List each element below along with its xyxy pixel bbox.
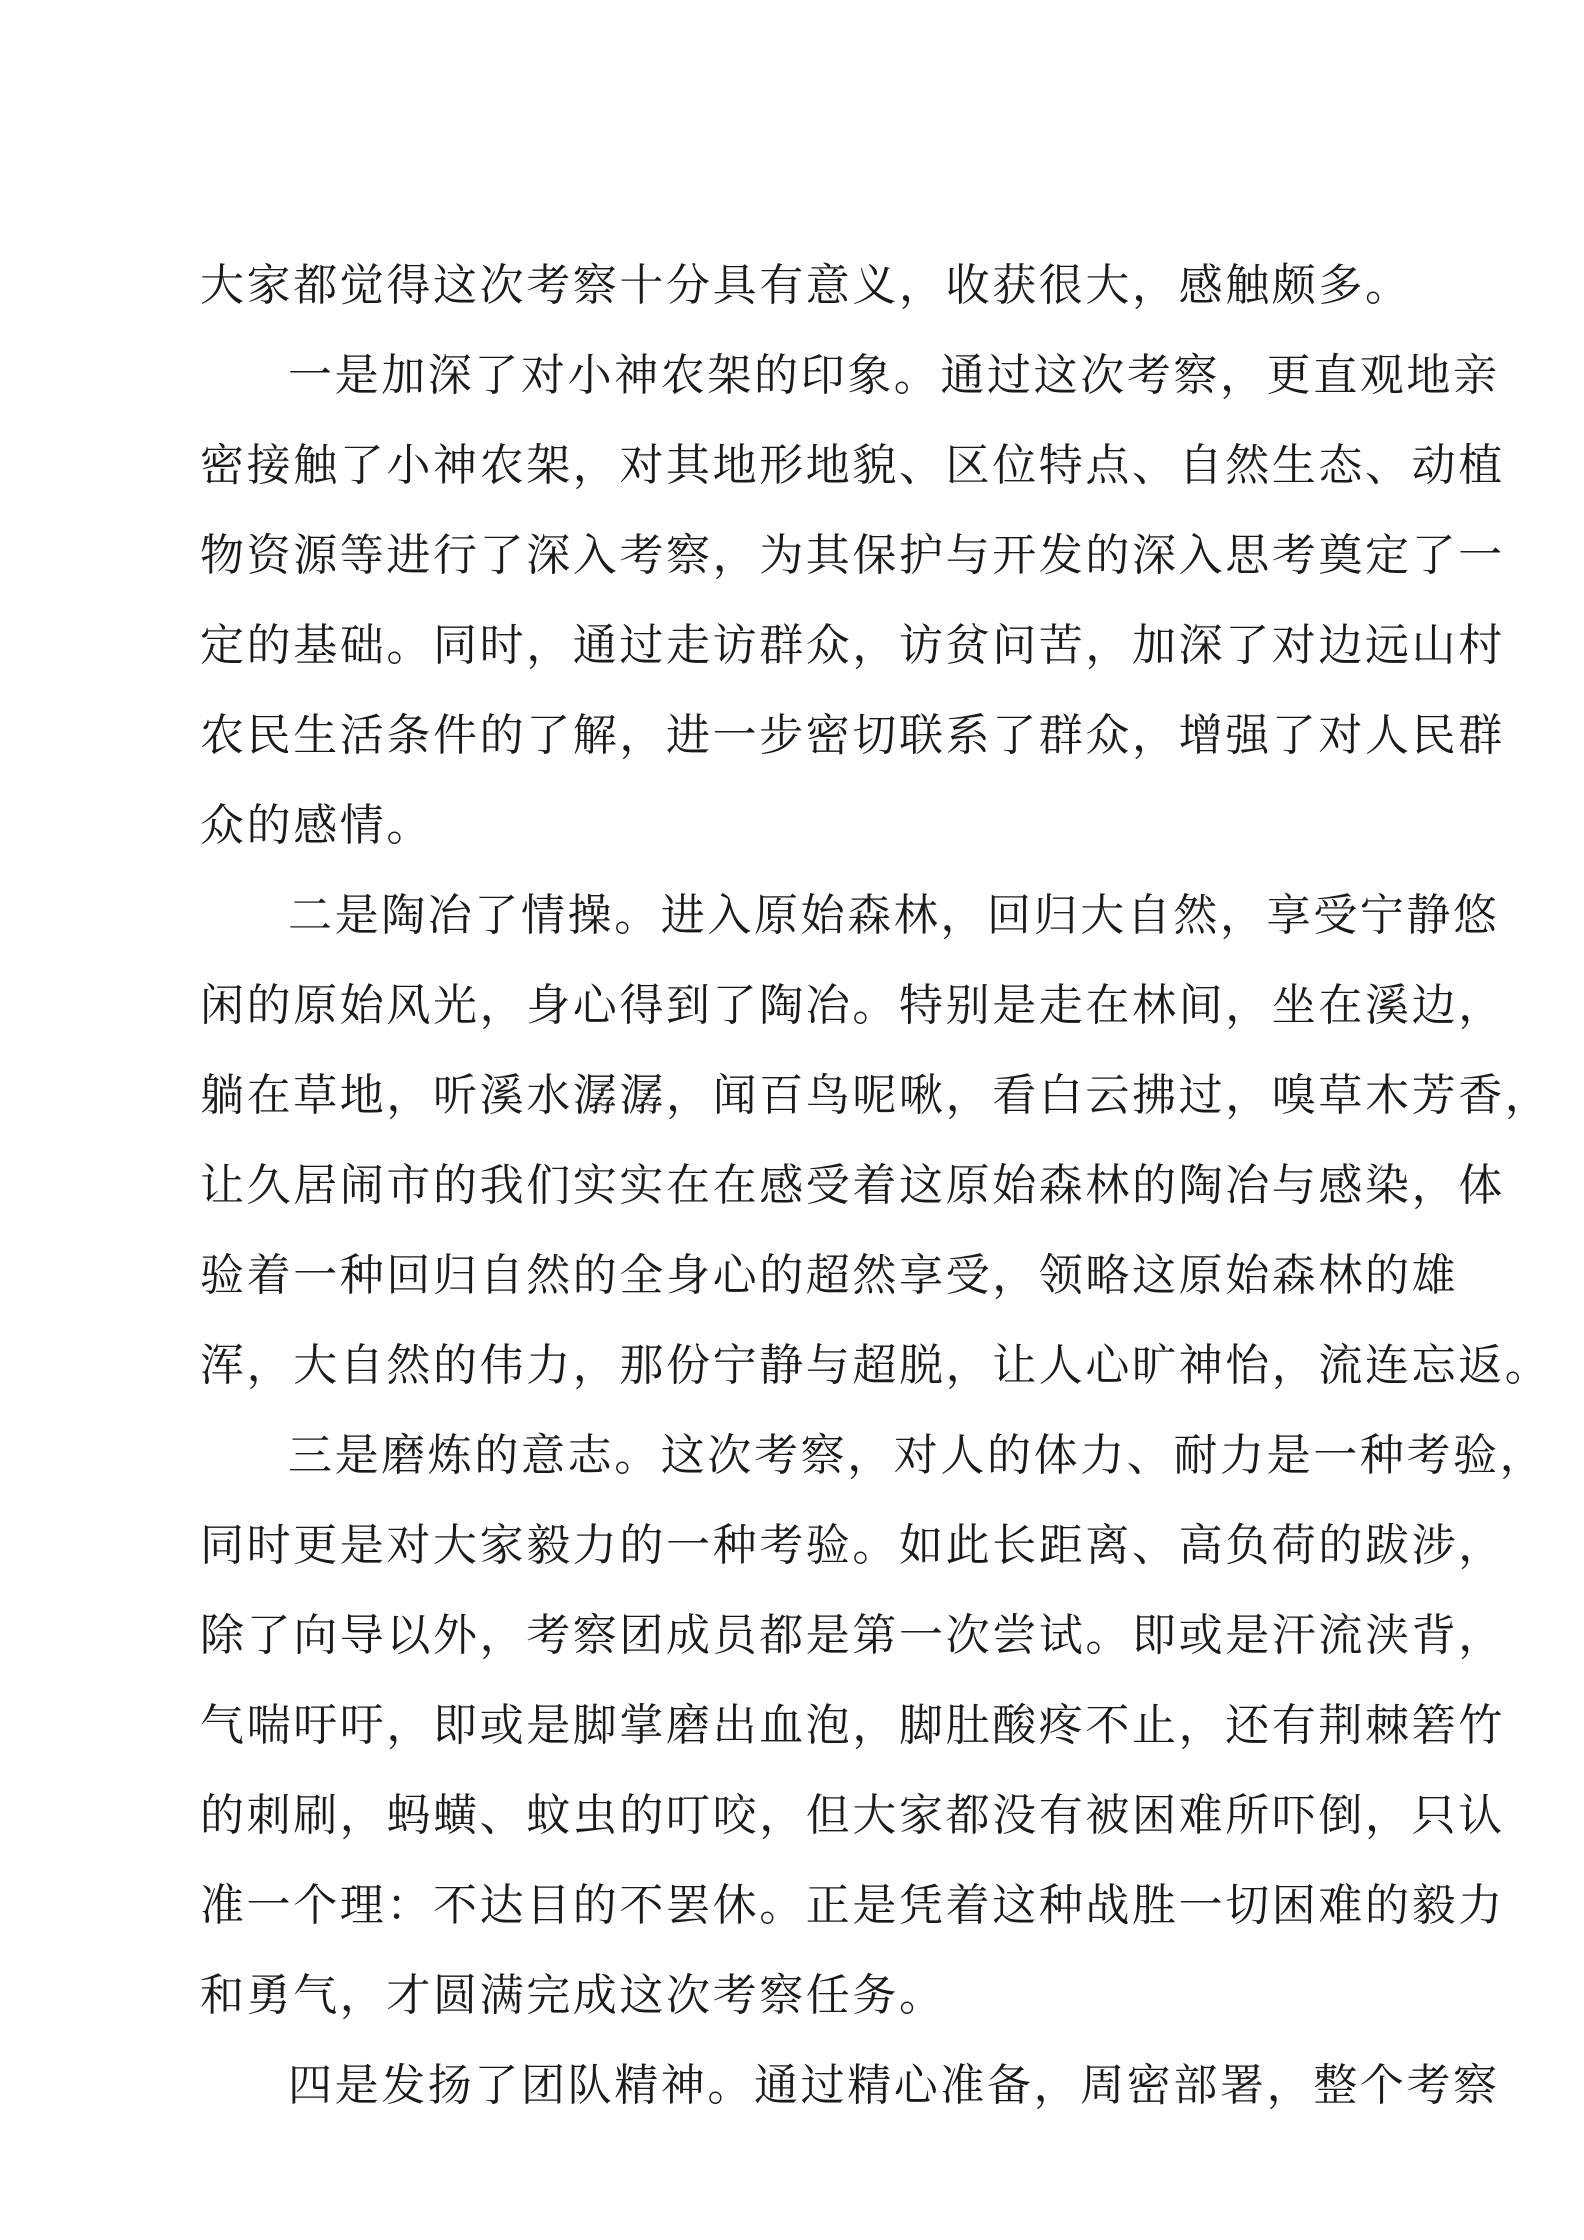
- text-line: 让久居闹市的我们实实在在感受着这原始森林的陶冶与感染，体: [200, 1160, 1505, 1211]
- text-line: 物资源等进行了深入考察，为其保护与开发的深入思考奠定了一: [200, 530, 1505, 581]
- text-line: 农民生活条件的了解，进一步密切联系了群众，增强了对人民群: [200, 710, 1505, 761]
- text-line: 的刺刷，蚂蟥、蚊虫的叮咬，但大家都没有被困难所吓倒，只认: [200, 1790, 1505, 1841]
- text-line: 躺在草地，听溪水潺潺，闻百鸟呢啾，看白云拂过，嗅草木芳香，: [200, 1070, 1552, 1121]
- text-line: 众的感情。: [200, 800, 433, 851]
- text-line: 闲的原始风光，身心得到了陶冶。特别是走在林间，坐在溪边，: [200, 980, 1505, 1031]
- text-line: 定的基础。同时，通过走访群众，访贫问苦，加深了对边远山村: [200, 620, 1505, 671]
- text-line: 除了向导以外，考察团成员都是第一次尝试。即或是汗流浃背，: [200, 1610, 1505, 1661]
- text-line: 验着一种回归自然的全身心的超然享受，领略这原始森林的雄: [200, 1250, 1459, 1301]
- text-line: 气喘吁吁，即或是脚掌磨出血泡，脚肚酸疼不止，还有荆棘箬竹: [200, 1700, 1505, 1751]
- paragraph-1-start: 一是加深了对小神农架的印象。通过这次考察，更直观地亲: [288, 350, 1500, 401]
- text-line: 大家都觉得这次考察十分具有意义，收获很大，感触颇多。: [200, 260, 1412, 311]
- text-line: 准一个理：不达目的不罢休。正是凭着这种战胜一切困难的毅力: [200, 1880, 1505, 1931]
- text-line: 同时更是对大家毅力的一种考验。如此长距离、高负荷的跋涉，: [200, 1520, 1505, 1571]
- text-line: 和勇气，才圆满完成这次考察任务。: [200, 1970, 946, 2021]
- text-line: 密接触了小神农架，对其地形地貌、区位特点、自然生态、动植: [200, 440, 1505, 491]
- paragraph-3-start: 三是磨炼的意志。这次考察，对人的体力、耐力是一种考验，: [288, 1430, 1547, 1481]
- paragraph-4-start: 四是发扬了团队精神。通过精心准备，周密部署，整个考察: [288, 2060, 1500, 2111]
- paragraph-2-start: 二是陶冶了情操。进入原始森林，回归大自然，享受宁静悠: [288, 890, 1500, 941]
- text-line: 浑，大自然的伟力，那份宁静与超脱，让人心旷神怡，流连忘返。: [200, 1340, 1552, 1391]
